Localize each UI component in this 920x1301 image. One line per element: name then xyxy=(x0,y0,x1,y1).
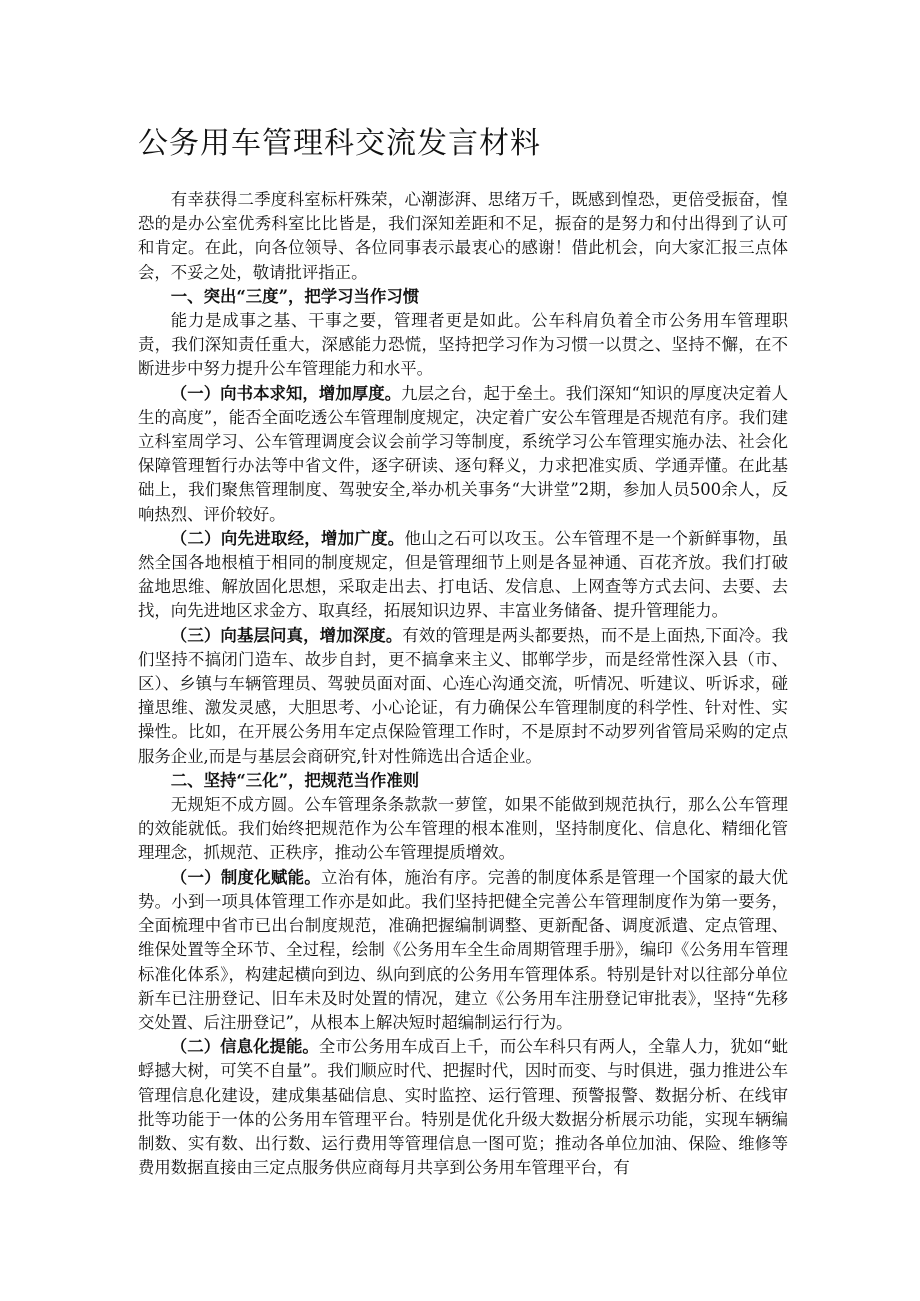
paragraph-intro: 有幸获得二季度科室标杆殊荣，心潮澎湃、思绪万千，既感到惶恐，更倍受振奋，惶恐的是办公室优秀科室比比皆是，我们深知差距和不足，振奋的是努力和付出得到了认可和肯定。在此，向各位领导、各位同事表示最衷心的感谢！借此机会，向大家汇报三点体会，不妥之处，敬请批评指正。 xyxy=(138,190,788,282)
document-title: 公务用车管理科交流发言材料 xyxy=(138,126,541,161)
subheading-1-2: （二）向先进取经，增加广度。 xyxy=(170,528,405,548)
paragraph-1-1-text: 九层之台，起于垒土。我们深知“知识的厚度决定着人生的高度”，能否全面吃透公车管理制度规定，决定着广安公车管理是否规范有序。我们建立科室周学习、公车管理调度会议会前学习等制度，系统学习公车管理实施办法、社会化保障管理暂行办法等中省文件，逐字研读、逐句释义，力求把准实质、学通弄懂。在此基础上，我们聚焦管理制度、驾驶安全,举办机关事务“大讲堂”2期，参加人员500余人，反响热烈、评价较好。 xyxy=(138,383,789,524)
paragraph-1-1 xyxy=(138,382,788,527)
paragraph-2-1-text: 立治有体，施治有序。完善的制度体系是管理一个国家的最大优势。小到一项具体管理工作亦是如此。我们坚持把健全完善公车管理制度作为第一要务，全面梳理中省市已出台制度规范，准确把握编制调整、更新配备、调度派遣、定点管理、维保处置等全环节、全过程，绘制《公务用车全生命周期管理手册》，编印《公务用车管理标准化体系》，构建起横向到边、纵向到底的公务用车管理体系。特别是针对以往部分单位新车已注册登记、旧车未及时处置的情况，建立《公务用车注册登记审批表》，坚持“先移交处置、后注册登记”，从根本上解决短时超编制运行行为。 xyxy=(138,867,788,1032)
subheading-1-1: （一）向书本求知，增加厚度。 xyxy=(170,383,402,403)
paragraph-2-intro: 无规矩不成方圆。公车管理条条款款一萝筐，如果不能做到规范执行，那么公车管理的效能就低。我们始终把规范作为公车管理的根本准则，坚持制度化、信息化、精细化管理理念，抓规范、正秩序，推动公车管理提质增效。 xyxy=(138,795,788,863)
paragraph-2-1 xyxy=(138,866,788,1035)
paragraph-2-2 xyxy=(138,1035,788,1180)
subheading-2-2: （二）信息化提能。 xyxy=(170,1037,319,1057)
paragraph-2-2-text: 全市公务用车成百上千，而公车科只有两人，全靠人力，犹如“蚍蜉撼大树，可笑不自量”。我们顺应时代、把握时代，因时而变、与时俱进，强力推进公车管理信息化建设，建成集基础信息、实时监控、运行管理、预警报警、数据分析、在线审批等功能于一体的公务用车管理平台。特别是优化升级大数据分析展示功能，实现车辆编制数、实有数、出行数、运行费用等管理信息一图可览；推动各单位加油、保险、维修等费用数据直接由三定点服务供应商每月共享到公务用车管理平台，有 xyxy=(138,1037,788,1178)
paragraph-1-3-text: 有效的管理是两头都要热，而不是上面热,下面冷。我们坚持不搞闭门造车、故步自封，更不搞拿来主义、邯郸学步，而是经常性深入县（市、区）、乡镇与车辆管理员、驾驶员面对面、心连心沟通交流，听情况、听建议、听诉求，碰撞思维、激发灵感，大胆思考、小心论证，有力确保公车管理制度的科学性、针对性、实操性。比如，在开展公务用车定点保险管理工作时，不是原封不动罗列省管局采购的定点服务企业,而是与基层会商研究,针对性筛选出合适企业。 xyxy=(138,625,788,766)
section-heading-2: 二、坚持“三化”，把规范当作准则 xyxy=(170,770,420,790)
document-page xyxy=(138,122,788,1180)
subheading-1-3: （三）向基层问真，增加深度。 xyxy=(170,625,403,645)
paragraph-1-2-text: 他山之石可以攻玉。公车管理不是一个新鲜事物，虽然全国各地根植于相同的制度规定，但是管理细节上则是各显神通、百花齐放。我们打破盆地思维、解放固化思想，采取走出去、打电话、发信息、上网查等方式去问、去要、去找，向先进地区求金方、取真经，拓展知识边界、丰富业务储备、提升管理能力。 xyxy=(138,528,789,621)
section-heading-1: 一、突出“三度”，把学习当作习惯 xyxy=(170,286,420,306)
paragraph-1-3 xyxy=(138,624,788,769)
paragraph-1-2 xyxy=(138,527,788,624)
subheading-2-1: （一）制度化赋能。 xyxy=(170,867,321,887)
paragraph-1-intro: 能力是成事之基、干事之要，管理者更是如此。公车科肩负着全市公务用车管理职责，我们深知责任重大，深感能力恐慌，坚持把学习作为习惯一以贯之、坚持不懈，在不断进步中努力提升公车管理能力和水平。 xyxy=(138,311,788,379)
